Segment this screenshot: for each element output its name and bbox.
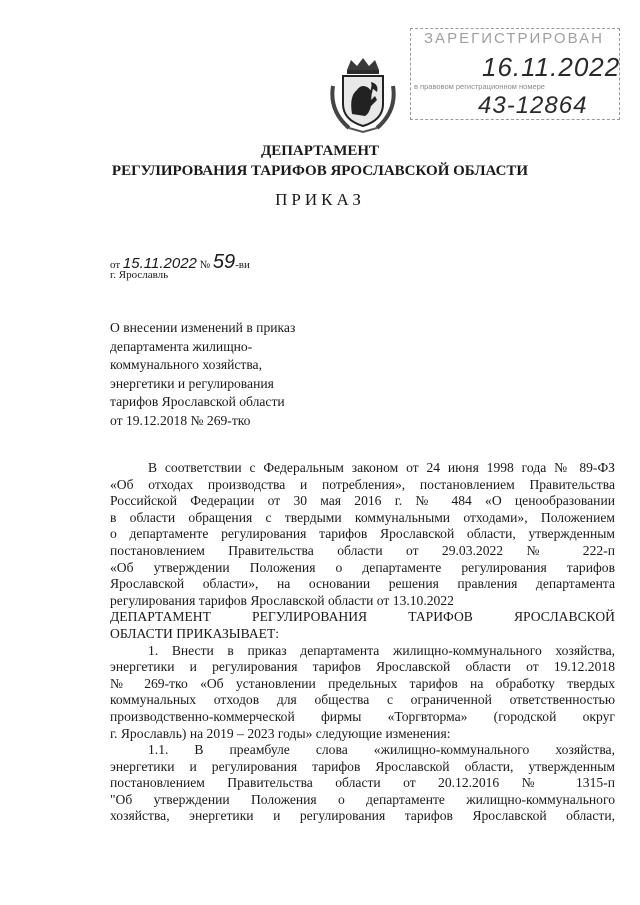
body-line: "Об утверждении Положения о департаменте жилищно-коммунального [110, 791, 615, 807]
body-line: постановлением Правительства области от 20.12.2016 № 1315-п [110, 775, 615, 791]
body-line: энергетики и регулирования тарифов Ярославской области от 19.12.2018 [110, 659, 615, 675]
from-label: от [110, 259, 121, 271]
subject-line: департамента жилищно- [110, 338, 253, 354]
number-label: № [199, 259, 211, 271]
department-subtitle: РЕГУЛИРОВАНИЯ ТАРИФОВ ЯРОСЛАВСКОЙ ОБЛАСТИ [111, 163, 529, 179]
body-line: производственно-коммерческой фирмы «Торгвторма» (городской округ [110, 708, 615, 724]
order-date: 15.11.2022 [122, 255, 197, 272]
subject-line: тарифов Ярославской области [110, 394, 285, 409]
stamp-note: в правовом регистрационном номере [414, 82, 545, 91]
body-line: «Об утверждении Положения о департаменте регулирования тарифов [110, 559, 615, 575]
body-line: энергетики и регулирования тарифов Ярославской области, утвержденным [110, 758, 615, 774]
body-line: о департаменте регулирования тарифов Ярославской области, утвержденным [110, 526, 615, 542]
order-number: 59 [212, 251, 236, 273]
department-title: ДЕПАРТАМЕНТ [260, 143, 380, 159]
stamp-date: 16.11.2022 [482, 52, 621, 82]
body-line: в области обращения с твердыми коммунальными отходами», Положением [110, 509, 615, 525]
body-line: «Об отходах производства и потребления», постановлением Правительства [110, 476, 615, 492]
body-line: № 269-тко «Об установлении предельных тарифов на обработку твердых [110, 675, 615, 691]
body-line: коммунальных отходов для общества с ограниченной ответственностью [110, 692, 615, 708]
body-line: Ярославской области», на основании решения правления департамента [110, 576, 615, 592]
body-line: 1. Внести в приказ департамента жилищно-коммунального хозяйства, [148, 642, 615, 658]
body-line: хозяйства, энергетики и регулирования тарифов Ярославской области, [110, 808, 615, 824]
stamp-title: ЗАРЕГИСТРИРОВАН [424, 30, 604, 47]
city: г. Ярославль [110, 269, 169, 281]
document-type: ПРИКАЗ [275, 190, 365, 209]
subject-line: от 19.12.2018 № 269-тко [110, 412, 251, 428]
body-line: ОБЛАСТИ ПРИКАЗЫВАЕТ: [110, 625, 280, 641]
order-body [110, 460, 615, 825]
subject-line: О внесении изменений в приказ [110, 320, 296, 335]
coat-of-arms-icon [325, 56, 401, 134]
body-line: регулирования тарифов Ярославской области от 13.10.2022 [110, 592, 454, 608]
body-line: В соответствии с Федеральным законом от 24 июня 1998 года № 89-ФЗ [148, 460, 615, 475]
subject-line: энергетики и регулирования [110, 375, 274, 391]
body-line: ДЕПАРТАМЕНТ РЕГУЛИРОВАНИЯ ТАРИФОВ ЯРОСЛАВСКОЙ [110, 609, 615, 625]
body-line: 1.1. В преамбуле слова «жилищно-коммунального хозяйства, [148, 742, 615, 758]
subject-line: коммунального хозяйства, [110, 357, 262, 372]
order-suffix: -ви [235, 259, 250, 271]
body-line: Российской Федерации от 30 мая 2016 г. № 484 «О ценообразовании [110, 493, 615, 509]
body-line: постановлением Правительства области от 29.03.2022 № 222-п [110, 542, 615, 558]
order-subject [110, 319, 360, 430]
stamp-number: 43-12864 [478, 92, 588, 119]
body-line: г. Ярославль) на 2019 – 2023 годы» следующие изменения: [110, 725, 451, 741]
